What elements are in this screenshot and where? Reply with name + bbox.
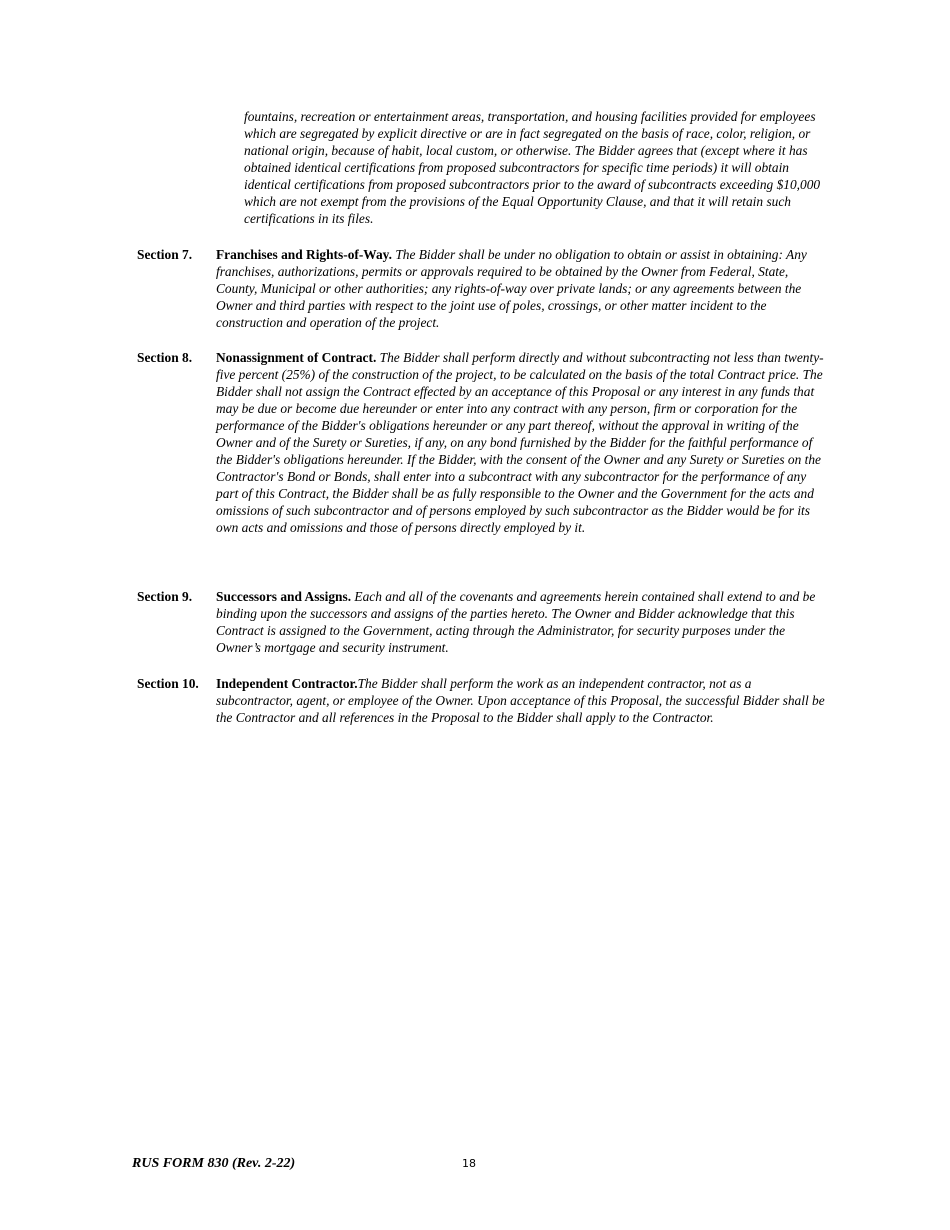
- section-title: Independent Contractor.: [216, 676, 358, 691]
- section-text: Each and all of the covenants and agreements herein contained shall extend to and be binding upon the successors and assigns of the parties hereto. The Owner and Bidder acknowledge that this Contract is assigned to the Government, acting through the Administrator, for security purposes under the Owner’s mortgage and security instrument.: [216, 589, 816, 655]
- section-text: The Bidder shall perform the work as an independent contractor, not as a subcontractor, agent, or employee of the Owner. Upon acceptance of this Proposal, the successful Bidder shall be the Contractor and all references in the Proposal to the Bidder shall apply to the Contractor.: [216, 676, 825, 725]
- section-text: The Bidder shall perform directly and without subcontracting not less than twenty-five percent (25%) of the construction of the project, to be calculated on the basis of the total Contract price. The Bidder shall not assign the Contract effected by an acceptance of this Proposal or any interest in any funds that may be due or become due hereunder or enter into any contract with any person, firm or corporation for the performance of the Bidder's obligations hereunder or any part thereof, without the approval in writing of the Owner and of the Surety or Sureties, if any, on any bond furnished by the Bidder for the faithful performance of the Bidder's obligations hereunder. If the Bidder, with the consent of the Owner and any Surety or Sureties on the Contractor's Bond or Bonds, shall enter into a subcontract with any subcontractor for the performance of any part of this Contract, the Bidder shall be as fully responsible to the Owner and the Government for the acts and omissions of such subcontractor and of persons employed by such subcontractor as the Bidder would be for its own acts and omissions and those of persons directly employed by it.: [216, 350, 824, 535]
- section-label: Section 10.: [137, 676, 199, 691]
- section-body: [216, 588, 826, 656]
- footer-form-number: RUS FORM 830 (Rev. 2-22): [132, 1156, 296, 1171]
- section-body: [216, 349, 826, 536]
- section-10: [137, 675, 837, 726]
- section-9: [137, 588, 837, 656]
- section-8: [137, 349, 837, 536]
- section-text: The Bidder shall be under no obligation to obtain or assist in obtaining: Any franchises, authorizations, permits or approvals required to be obtained by the Owner from Federal, State, County, Municipal or other authorities; any rights-of-way over private lands; or any agreements between the Owner and third parties with respect to the joint use of poles, crossings, or other matter incident to the construction and operation of the project.: [216, 247, 807, 330]
- page-number: 18: [462, 1157, 476, 1170]
- section-label: Section 7.: [137, 247, 193, 262]
- continued-paragraph: fountains, recreation or entertainment areas, transportation, and housing facilities provided for employees which are segregated by explicit directive or are in fact segregated on the basis of race, color, religion, or national origin, because of habit, local custom, or otherwise. The Bidder agrees that (except where it has obtained identical certifications from proposed subcontractors for specific time periods) it will obtain identical certifications from proposed subcontractors prior to the award of subcontracts exceeding $10,000 which are not exempt from the provisions of the Equal Opportunity Clause, and that it will retain such certifications in its files.: [244, 109, 821, 226]
- section-7: [137, 246, 837, 331]
- section-label: Section 8.: [137, 350, 193, 365]
- section-title: Nonassignment of Contract.: [216, 350, 377, 365]
- section-title: Franchises and Rights-of-Way.: [216, 247, 392, 262]
- section-label: Section 9.: [137, 589, 193, 604]
- section-body: [216, 675, 826, 726]
- section-body: [216, 246, 826, 331]
- section-title: Successors and Assigns.: [216, 589, 352, 604]
